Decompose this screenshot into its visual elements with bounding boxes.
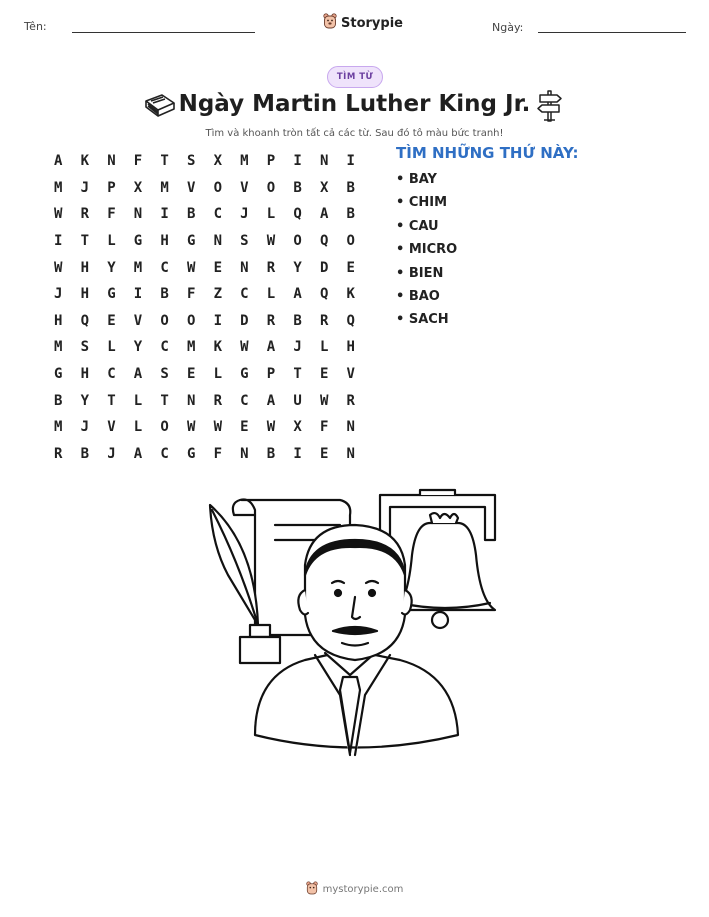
grid-letter[interactable]: C: [240, 392, 249, 409]
grid-letter[interactable]: N: [133, 206, 143, 223]
grid-letter[interactable]: K: [80, 153, 90, 170]
grid-letter[interactable]: V: [107, 419, 116, 436]
grid-letter[interactable]: R: [213, 392, 222, 409]
grid-letter[interactable]: X: [319, 179, 329, 196]
grid-letter[interactable]: B: [160, 286, 169, 303]
grid-letter[interactable]: A: [319, 206, 329, 223]
grid-letter[interactable]: N: [240, 445, 249, 462]
grid-letter[interactable]: I: [293, 445, 302, 462]
grid-letter[interactable]: B: [186, 206, 196, 223]
word-list-item: • CAU: [396, 218, 439, 234]
grid-letter[interactable]: N: [346, 419, 355, 436]
grid-letter[interactable]: V: [346, 366, 355, 383]
grid-letter[interactable]: G: [186, 445, 196, 462]
grid-letter[interactable]: O: [293, 233, 302, 250]
word-list-item: • BAO: [396, 288, 440, 304]
grid-letter[interactable]: A: [266, 392, 276, 409]
grid-letter[interactable]: B: [293, 179, 302, 196]
grid-letter[interactable]: J: [80, 179, 90, 196]
grid-letter[interactable]: H: [80, 286, 90, 303]
letter-grid[interactable]: [52, 148, 371, 467]
grid-letter[interactable]: S: [160, 366, 169, 383]
grid-letter[interactable]: M: [54, 179, 63, 196]
grid-letter[interactable]: M: [160, 179, 169, 196]
grid-letter[interactable]: W: [266, 233, 276, 250]
grid-letter[interactable]: J: [293, 339, 302, 356]
grid-letter[interactable]: R: [346, 392, 355, 409]
grid-letter[interactable]: W: [54, 206, 63, 223]
grid-letter[interactable]: B: [293, 312, 302, 329]
storypie-bear-logo-icon: [323, 13, 337, 33]
grid-letter[interactable]: O: [266, 179, 276, 196]
grid-letter[interactable]: Y: [107, 259, 116, 276]
grid-letter[interactable]: W: [266, 419, 276, 436]
grid-letter[interactable]: B: [346, 206, 355, 223]
word-list-item: • CHIM: [396, 195, 448, 211]
grid-letter[interactable]: O: [160, 419, 169, 436]
page-title: Ngày Martin Luther King Jr.: [178, 91, 531, 117]
grid-letter[interactable]: I: [346, 153, 355, 170]
grid-letter[interactable]: L: [266, 206, 276, 223]
word-list: [396, 170, 457, 334]
grid-letter[interactable]: Q: [319, 286, 329, 303]
grid-letter[interactable]: F: [107, 206, 116, 223]
grid-letter[interactable]: M: [186, 339, 196, 356]
grid-letter[interactable]: O: [346, 233, 355, 250]
grid-letter[interactable]: S: [186, 153, 196, 170]
grid-letter[interactable]: J: [80, 419, 90, 436]
grid-letter[interactable]: B: [266, 445, 276, 462]
grid-letter[interactable]: N: [240, 259, 249, 276]
grid-letter[interactable]: H: [346, 339, 355, 356]
grid-letter[interactable]: G: [133, 233, 143, 250]
grid-letter[interactable]: H: [80, 259, 90, 276]
grid-letter[interactable]: C: [160, 339, 169, 356]
word-list-item: • BAY: [396, 172, 437, 187]
grid-letter[interactable]: X: [213, 153, 222, 170]
grid-letter[interactable]: A: [293, 286, 302, 303]
grid-letter[interactable]: U: [293, 392, 302, 409]
grid-letter[interactable]: N: [186, 392, 196, 409]
grid-letter[interactable]: C: [160, 445, 169, 462]
grid-letter[interactable]: R: [80, 206, 90, 223]
grid-letter[interactable]: N: [319, 153, 329, 170]
grid-letter[interactable]: P: [107, 179, 116, 196]
grid-letter[interactable]: I: [213, 312, 222, 329]
grid-letter[interactable]: M: [54, 339, 63, 356]
grid-letter[interactable]: C: [107, 366, 116, 383]
grid-letter[interactable]: F: [319, 419, 329, 436]
word-search-badge: TÌM TỪ: [327, 66, 383, 88]
grid-letter[interactable]: L: [133, 392, 143, 409]
grid-letter[interactable]: R: [266, 312, 276, 329]
grid-letter[interactable]: I: [133, 286, 143, 303]
grid-letter[interactable]: N: [213, 233, 222, 250]
grid-letter[interactable]: C: [213, 206, 222, 223]
grid-letter[interactable]: M: [54, 419, 63, 436]
grid-letter[interactable]: Q: [319, 233, 329, 250]
grid-letter[interactable]: I: [160, 206, 169, 223]
grid-letter[interactable]: L: [107, 233, 116, 250]
grid-letter[interactable]: S: [80, 339, 90, 356]
grid-letter[interactable]: O: [186, 312, 196, 329]
grid-letter[interactable]: L: [266, 286, 276, 303]
martin-luther-king-coloring-illustration[interactable]: [200, 485, 505, 760]
grid-letter[interactable]: B: [346, 179, 355, 196]
grid-letter[interactable]: K: [346, 286, 355, 303]
grid-letter[interactable]: E: [240, 419, 249, 436]
grid-letter[interactable]: E: [107, 312, 116, 329]
grid-letter[interactable]: Q: [80, 312, 90, 329]
grid-letter[interactable]: Q: [293, 206, 302, 223]
grid-letter[interactable]: P: [266, 153, 276, 170]
grid-letter[interactable]: T: [107, 392, 116, 409]
date-line[interactable]: [538, 32, 686, 33]
grid-letter[interactable]: V: [240, 179, 249, 196]
word-list-title: TÌM NHỮNG THỨ NÀY:: [396, 144, 579, 162]
grid-letter[interactable]: E: [346, 259, 355, 276]
grid-letter[interactable]: M: [240, 153, 249, 170]
name-label: Tên:: [24, 20, 47, 33]
grid-letter[interactable]: E: [186, 366, 196, 383]
grid-letter[interactable]: W: [186, 419, 196, 436]
footer-url[interactable]: mystorypie.com: [322, 884, 404, 895]
grid-letter[interactable]: W: [54, 259, 63, 276]
grid-letter[interactable]: I: [54, 233, 63, 250]
grid-letter[interactable]: J: [54, 286, 63, 303]
grid-letter[interactable]: Y: [133, 339, 143, 356]
grid-letter[interactable]: A: [266, 339, 276, 356]
grid-letter[interactable]: L: [213, 366, 222, 383]
grid-letter[interactable]: L: [319, 339, 329, 356]
grid-letter[interactable]: O: [160, 312, 169, 329]
grid-letter[interactable]: G: [54, 366, 63, 383]
grid-letter[interactable]: T: [80, 233, 90, 250]
grid-letter[interactable]: H: [160, 233, 169, 250]
grid-letter[interactable]: L: [133, 419, 143, 436]
brand-name: Storypie: [341, 15, 403, 31]
grid-letter[interactable]: E: [319, 445, 329, 462]
grid-letter[interactable]: D: [319, 259, 329, 276]
grid-letter[interactable]: I: [293, 153, 302, 170]
grid-letter[interactable]: Y: [293, 259, 302, 276]
grid-letter[interactable]: S: [240, 233, 249, 250]
grid-letter[interactable]: N: [346, 445, 355, 462]
word-list-item: • MICRO: [396, 242, 458, 258]
grid-letter[interactable]: L: [107, 339, 116, 356]
grid-letter[interactable]: F: [186, 286, 196, 303]
grid-letter[interactable]: J: [240, 206, 249, 223]
grid-letter[interactable]: R: [266, 259, 276, 276]
grid-letter[interactable]: J: [107, 445, 116, 462]
grid-letter[interactable]: B: [80, 445, 90, 462]
grid-letter[interactable]: Z: [213, 286, 222, 303]
grid-letter[interactable]: O: [213, 179, 222, 196]
grid-letter[interactable]: G: [186, 233, 196, 250]
grid-letter[interactable]: A: [54, 153, 63, 170]
grid-letter[interactable]: A: [133, 445, 143, 462]
word-list-item: • SACH: [396, 312, 449, 328]
grid-letter[interactable]: H: [54, 312, 63, 329]
grid-letter[interactable]: C: [240, 286, 249, 303]
instructions: Tìm và khoanh tròn tất cả các từ. Sau đó tô màu bức tranh!: [205, 128, 504, 139]
grid-letter[interactable]: H: [80, 366, 90, 383]
grid-letter[interactable]: T: [293, 366, 302, 383]
grid-letter[interactable]: W: [319, 392, 329, 409]
grid-letter[interactable]: Q: [346, 312, 355, 329]
grid-letter[interactable]: G: [240, 366, 249, 383]
grid-letter[interactable]: T: [160, 153, 169, 170]
grid-letter[interactable]: M: [133, 259, 143, 276]
grid-letter[interactable]: F: [213, 445, 222, 462]
footer: [0, 880, 709, 899]
grid-letter[interactable]: B: [54, 392, 63, 409]
grid-letter[interactable]: N: [107, 153, 116, 170]
storypie-logo: [323, 13, 403, 33]
grid-letter[interactable]: R: [54, 445, 63, 462]
grid-letter[interactable]: D: [240, 312, 249, 329]
grid-letter[interactable]: F: [133, 153, 143, 170]
grid-letter[interactable]: E: [213, 259, 222, 276]
grid-letter[interactable]: G: [107, 286, 116, 303]
storypie-bear-logo-icon: [306, 880, 318, 899]
grid-letter[interactable]: Y: [80, 392, 90, 409]
grid-letter[interactable]: A: [133, 366, 143, 383]
grid-letter[interactable]: V: [186, 179, 196, 196]
grid-letter[interactable]: W: [240, 339, 249, 356]
word-list-item: • BIEN: [396, 265, 444, 281]
grid-letter[interactable]: W: [213, 419, 222, 436]
grid-letter[interactable]: W: [186, 259, 196, 276]
signpost-icon: [535, 89, 565, 127]
date-label: Ngày:: [492, 21, 524, 34]
grid-letter[interactable]: T: [160, 392, 169, 409]
grid-letter[interactable]: V: [133, 312, 143, 329]
grid-letter[interactable]: C: [160, 259, 169, 276]
grid-letter[interactable]: X: [133, 179, 143, 196]
grid-letter[interactable]: K: [213, 339, 222, 356]
grid-letter[interactable]: X: [293, 419, 302, 436]
name-line[interactable]: [72, 32, 255, 33]
grid-letter[interactable]: E: [319, 366, 329, 383]
grid-letter[interactable]: R: [319, 312, 329, 329]
grid-letter[interactable]: P: [266, 366, 276, 383]
